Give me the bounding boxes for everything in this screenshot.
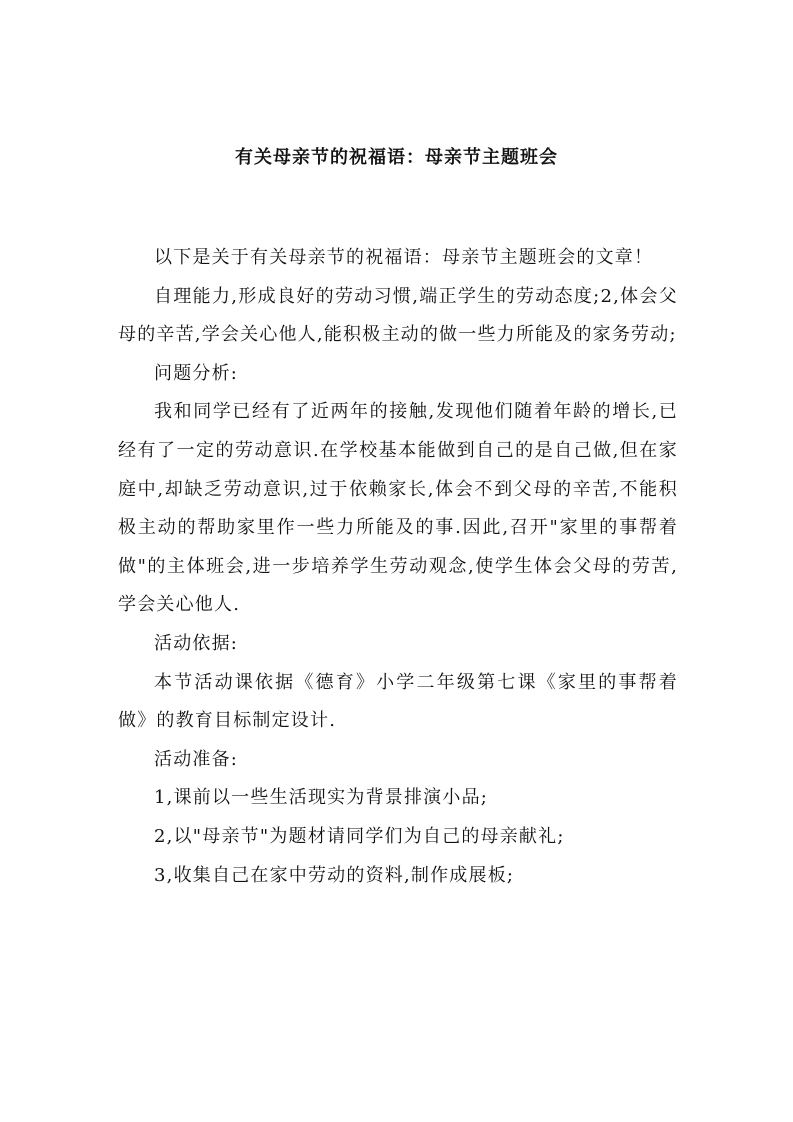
preparation-item-3: 3,收集自己在家中劳动的资料,制作成展板; — [154, 864, 515, 886]
document-title: 有关母亲节的祝福语：母亲节主题班会 — [235, 147, 558, 168]
activity-preparation-heading: 活动准备: — [154, 748, 239, 770]
intro-paragraph: 以下是关于有关母亲节的祝福语：母亲节主题班会的文章！ — [154, 247, 654, 268]
preparation-item-2: 2,以"母亲节"为题材请同学们为自己的母亲献礼; — [154, 825, 565, 847]
activity-basis-heading: 活动依据: — [154, 632, 239, 654]
document-body — [118, 239, 678, 895]
problem-analysis-paragraph: 我和同学已经有了近两年的接触,发现他们随着年龄的增长,已经有了一定的劳动意识.在学校基本能做到自己的是自己做,但在家庭中,却缺乏劳动意识,过于依赖家长,体会不到父母的辛苦,不能积极主动的帮助家里作一些力所能及的事.因此,召开"家里的事帮着做"的主体班会,进一步培养学生劳动观念,使学生体会父母的劳苦,学会关心他人. — [118, 401, 678, 616]
problem-analysis-heading: 问题分析: — [154, 362, 239, 384]
activity-basis-paragraph: 本节活动课依据《德育》小学二年级第七课《家里的事帮着做》的教育目标制定设计. — [118, 671, 678, 732]
preparation-item-1: 1,课前以一些生活现实为背景排演小品; — [154, 787, 489, 809]
goals-paragraph: 自理能力,形成良好的劳动习惯,端正学生的劳动态度;2,体会父母的辛苦,学会关心他人,能积极主动的做一些力所能及的家务劳动; — [118, 285, 678, 346]
